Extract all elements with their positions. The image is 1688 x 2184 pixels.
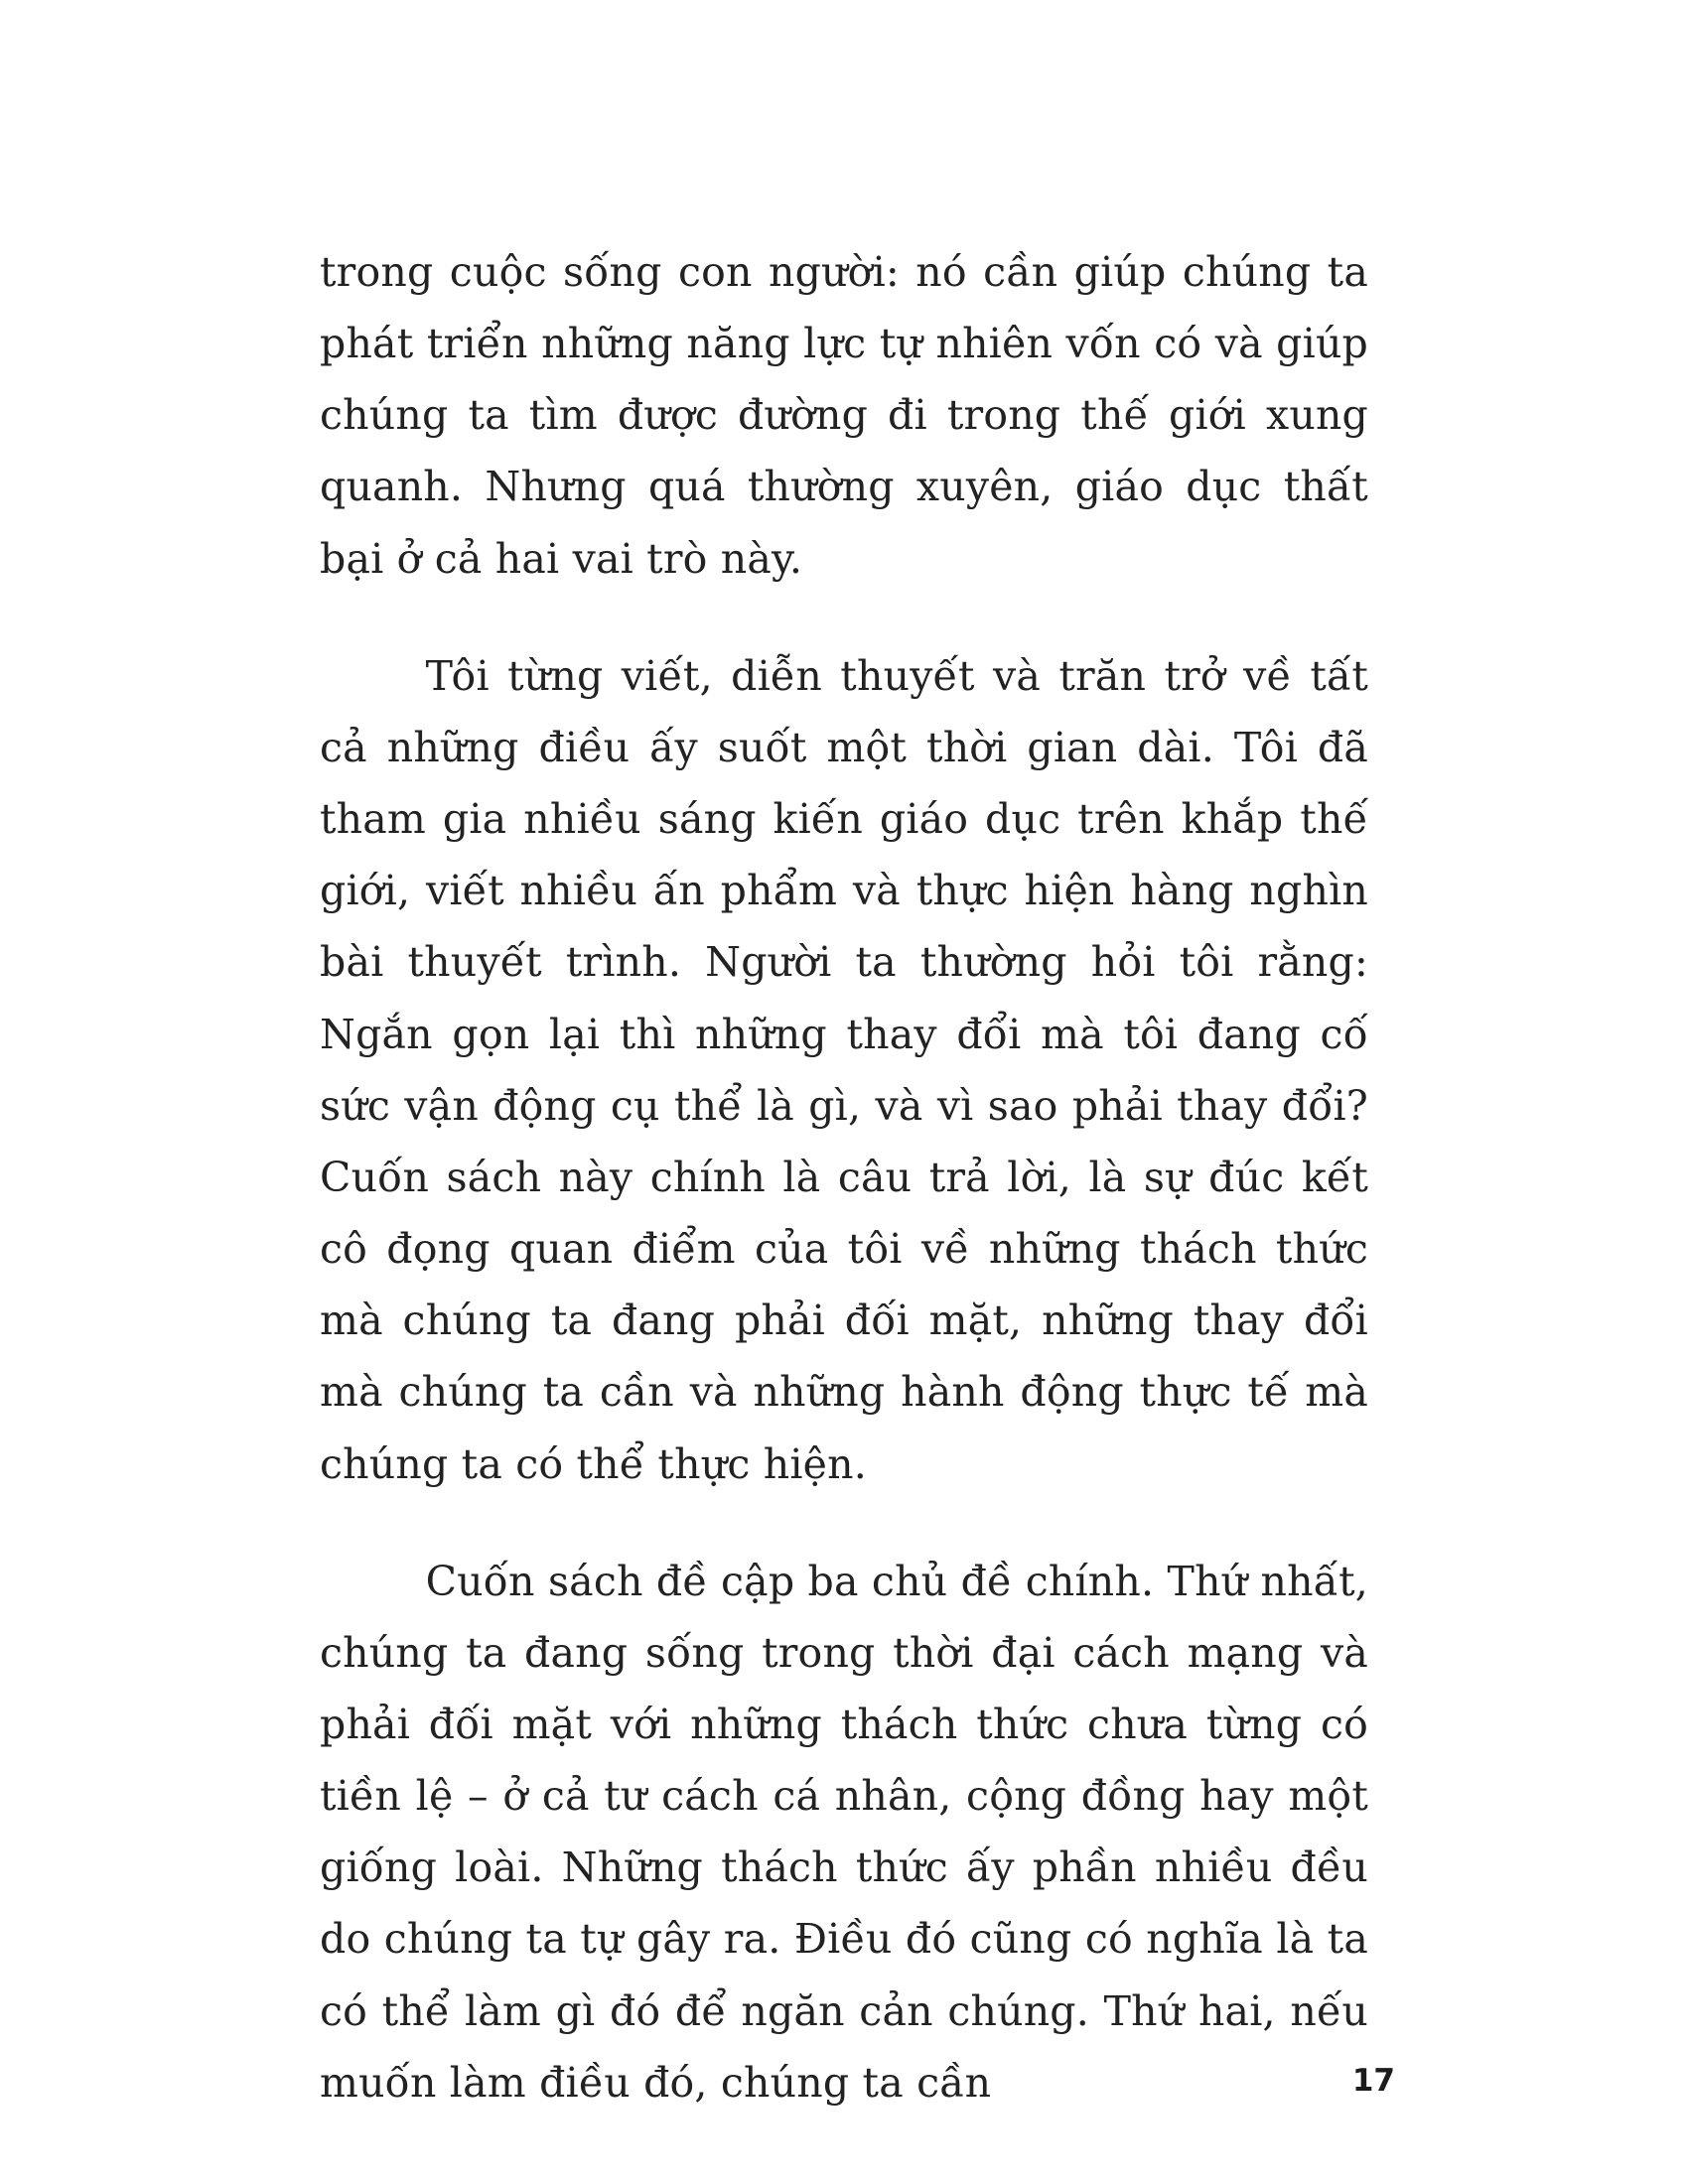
page-number: 17 [1351, 2063, 1395, 2099]
paragraph-3: Cuốn sách đề cập ba chủ đề chính. Thứ nhất, chúng ta đang sống trong thời đại cách mạng và phải đối mặt với những thách thức chưa từng có tiền lệ – ở cả tư cách cá nhân, cộng đồng hay một giống loài. Những thách thức ấy phần nhiều đều do chúng ta tự gây ra. Điều đó cũng có nghĩa là ta có thể làm gì đó để ngăn cản chúng. Thứ hai, nếu muốn làm điều đó, chúng ta cần [320, 1557, 1368, 2107]
paragraph-2: Tôi từng viết, diễn thuyết và trăn trở về tất cả những điều ấy suốt một thời gian dài. Tôi đã tham gia nhiều sáng kiến giáo dục trên khắp thế giới, viết nhiều ấn phẩm và thực hiện hàng nghìn bài thuyết trình. Người ta thường hỏi tôi rằng: Ngắn gọn lại thì những thay đổi mà tôi đang cố sức vận động cụ thể là gì, và vì sao phải thay đổi? Cuốn sách này chính là câu trả lời, là sự đúc kết cô đọng quan điểm của tôi về những thách thức mà chúng ta đang phải đối mặt, những thay đổi mà chúng ta cần và những hành động thực tế mà chúng ta có thể thực hiện. [320, 651, 1368, 1488]
body-text-block [320, 236, 1368, 2164]
paragraph-continuation: trong cuộc sống con người: nó cần giúp chúng ta phát triển những năng lực tự nhiên vốn có và giúp chúng ta tìm được đường đi trong thế giới xung quanh. Nhưng quá thường xuyên, giáo dục thất bại ở cả hai vai trò này. [320, 248, 1368, 583]
